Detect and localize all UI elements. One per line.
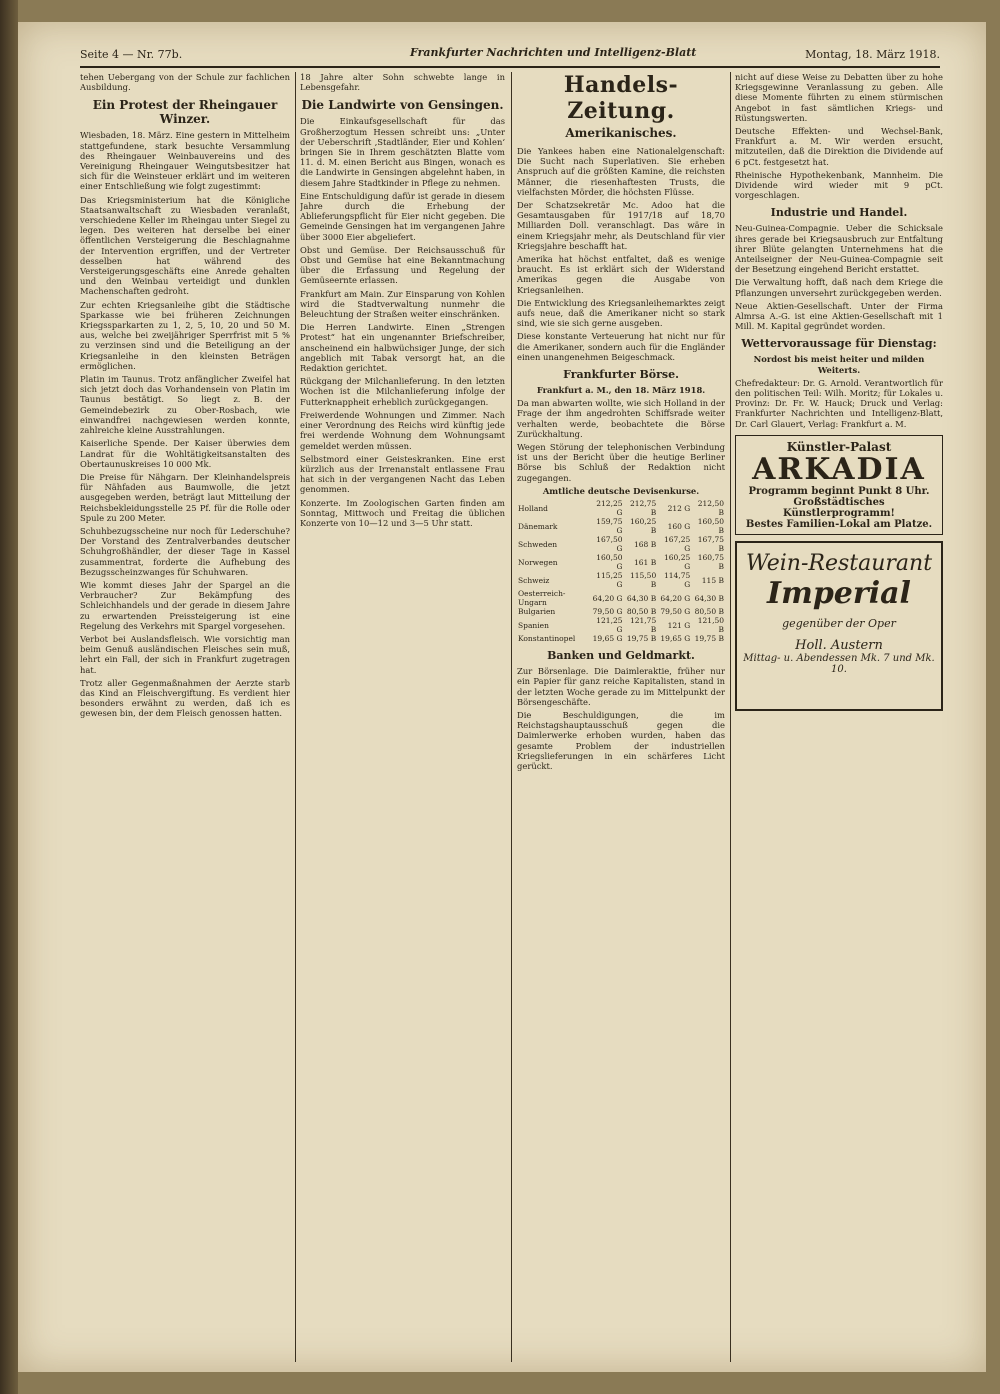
table-row: [517, 589, 725, 607]
article-text: Schuhbezugsscheine nur noch für Lederschuhe? Der Vorstand des Zentralverbandes deutscher Schuhgroßhändler, der dieser Tage in Kassel zusammentrat, forderte die Aufhebung des Bezugsscheinzwanges für Schuhwaren.: [80, 525, 290, 577]
ad-name: Imperial: [767, 575, 911, 611]
quote-value: 121,75 B: [629, 616, 657, 635]
table-row: [517, 517, 725, 535]
column-regional-news: [300, 72, 505, 1362]
article-text: Rückgang der Milchanlieferung. In den letzten Wochen ist die Milchanlieferung infolge der Futterknappheit erheblich zurückgegangen.: [300, 376, 505, 407]
quote-value: 19,65 G: [660, 634, 691, 644]
article-text: Frankfurt a. M., den 18. März 1918.: [536, 385, 706, 396]
article-heading: Amerikanisches.: [565, 126, 677, 140]
article-text: Eine Entschuldigung dafür ist gerade in diesem Jahre durch die Erhebung der Ablieferungspflicht für Eier nicht gegeben. Die Gemeinde Gensingen hat im vergangenen Jahre über 3000 Eier abgeliefert.: [300, 190, 505, 242]
quote-value: 115,50 B: [629, 571, 657, 590]
ad-line: Bestes Familien-Lokal am Platze.: [745, 518, 933, 530]
table-row: [517, 553, 725, 571]
quote-value: 80,50 B: [626, 607, 657, 617]
article-text: Die Entwicklung des Kriegsanleihemarktes zeigt aufs neue, daß die Amerikaner nicht so stark sind, wie sie sich gerne ausgeben.: [517, 297, 725, 329]
quote-value: 168 B: [634, 539, 657, 549]
quote-value: 64,30 B: [694, 593, 724, 603]
article-text: tehen Uebergang von der Schule zur fachlichen Ausbildung.: [80, 72, 290, 93]
currency-name: Holland: [518, 503, 548, 513]
weather-forecast: Nordost bis meist heiter und milden Weiterts.: [753, 354, 925, 375]
article-text: Kaiserliche Spende. Der Kaiser überwies dem Landrat für die Wohltätigkeitsanstalten des Obertaunuskreises 10 000 Mk.: [80, 438, 290, 469]
article-text: Zur echten Kriegsanleihe gibt die Städtische Sparkasse wie bei früheren Zeichnungen Kriegssparkarten zu 1, 2, 5, 10, 20 und 50 M. aus, welche bei zweijähriger Sperrfrist mit 5 % zu verzinsen sind und die Beteiligung an der Kriegsanleihe in den kleinsten Beträgen ermöglichen.: [80, 299, 290, 371]
currency-quotes-table: [517, 499, 725, 643]
page-number: Seite 4 — Nr. 77b.: [80, 48, 183, 61]
article-text: Die Yankees haben eine Nationalelgenschaft: Die Sucht nach Superlativen. Sie erheben Anspruch auf die größten Kamine, die reichsten Männer, die riesenhaftesten Trusts, die vielfachsten Mörder, die höchsten Flüsse.: [517, 146, 725, 197]
article-text: Die Preise für Nähgarn. Der Kleinhandelspreis für Nähfaden aus Baumwolle, die jetzt ausgegeben werden, beträgt laut Mitteilung der Reichsbekleidungsstelle 25 Pf. für die Rolle oder Spule zu 200 Meter.: [80, 471, 290, 523]
imperial-advertisement: [735, 541, 943, 711]
quote-value: 19,75 B: [694, 634, 724, 644]
quote-value: 79,50 G: [592, 607, 623, 617]
currency-name: Dänemark: [518, 521, 558, 531]
currency-name: Schweiz: [518, 575, 550, 585]
article-text: Neue Aktien-Gesellschaft. Unter der Firma Almrsa A.-G. ist eine Aktien-Gesellschaft mit 1 Mill. M. Kapital gegründet worden.: [735, 300, 943, 332]
article-text: Deutsche Effekten- und Wechsel-Bank, Frankfurt a. M. Wir werden ersucht, mitzuteilen, daß die Direktion die Dividende auf 6 pCt. festgesetzt hat.: [735, 126, 943, 167]
article-heading: Die Landwirte von Gensingen.: [301, 98, 504, 113]
quote-value: 160,25 G: [664, 553, 691, 572]
article-text: Wegen Störung der telephonischen Verbindung ist uns der Bericht über die heutige Berliner Börse bis Schluß der Redaktion nicht zugegangen.: [517, 442, 725, 483]
ad-line: Programm beginnt Punkt 8 Uhr.: [748, 485, 930, 497]
article-text: Konzerte. Im Zoologischen Garten finden am Sonntag, Mittwoch und Freitag die üblichen Konzerte von 10—12 und 3—5 Uhr statt.: [300, 497, 505, 528]
currency-name: Spanien: [518, 620, 549, 630]
article-text: Amerika hat höchst entfaltet, daß es wenige braucht. Es ist erklärt sich der Widerstand Amerikas gegen die Ausgabe von Kriegsanleihen.: [517, 254, 725, 295]
quote-value: 161 B: [634, 557, 657, 567]
article-text: Die Verwaltung hofft, daß nach dem Kriege die Pflanzungen unversehrt zurückgegeben werden.: [735, 277, 943, 298]
article-heading: Banken und Geldmarkt.: [547, 649, 695, 663]
currency-name: Bulgarien: [518, 607, 556, 617]
column-rule: [295, 72, 296, 1362]
quote-value: 64,20 G: [660, 593, 691, 603]
weather-heading: Wettervoraussage für Dienstag:: [741, 337, 937, 351]
currency-name: Konstantinopel: [518, 634, 576, 644]
quote-value: 64,30 B: [626, 593, 657, 603]
quote-value: 212,50 B: [697, 499, 724, 518]
table-row: [517, 535, 725, 553]
ad-title: Künstler-Palast: [786, 439, 892, 454]
article-text: Zur Börsenlage. Die Daimleraktie, früher nur ein Papier für ganz reiche Kapitalisten, stand in der letzten Woche gerade zu im Mittelpunkt der Börsengeschäfte.: [517, 666, 725, 707]
column-trade-news: [517, 72, 725, 1362]
quote-value: 212 G: [667, 503, 691, 513]
article-text: Das Kriegsministerium hat die Königliche Staatsanwaltschaft zu Wiesbaden veranlaßt, verschiedene Keller im Rheingau unter Siegel zu legen. Des weiteren hat derselbe bei einer öffentlichen Versteigerung die Beschlagnahme der Intervention ergriffen, und der Vertreter desselben hat während des Versteigerungsgeschäfts eine Anrede gehalten und den Weinbau verteidigt und dunklen Machenschaften gedroht.: [80, 194, 290, 297]
article-text: Verbot bei Auslandsfleisch. Wie vorsichtig man beim Genuß ausländischen Fleisches sein muß, lehrt ein Fall, der sich in Frankfurt zugetragen hat.: [80, 633, 290, 675]
table-row: [517, 571, 725, 589]
article-heading: Frankfurter Börse.: [563, 368, 679, 382]
section-masthead: Handels-Zeitung.: [563, 72, 679, 124]
article-text: Frankfurt am Main. Zur Einsparung von Kohlen wird die Stadtverwaltung nunmehr die Beleuchtung der Straßen weiter einschränken.: [300, 288, 505, 320]
quote-value: 80,50 B: [694, 607, 724, 617]
quote-value: 64,20 G: [592, 593, 623, 603]
column-rule: [511, 72, 512, 1362]
table-row: [517, 607, 725, 616]
ad-name: ARKADIA: [752, 451, 926, 487]
quote-value: 160,50 B: [697, 517, 724, 536]
quote-value: 121,50 B: [697, 616, 724, 635]
article-text: nicht auf diese Weise zu Debatten über zu hohe Kriegsgewinne Veranlassung zu geben. Alle diese Momente führten zu einem stürmischen Angebot in fast sämtlichen Kriegs- und Rüstungswerten.: [735, 72, 943, 123]
article-text: Die Beschuldigungen, die im Reichstagshauptausschuß gegen die Daimlerwerke erhoben wurden, haben das gesamte Problem der industriellen Kriegslieferungen in ein schärferes Licht gerückt.: [517, 709, 725, 771]
article-text: Diese konstante Verteuerung hat nicht nur für die Amerikaner, sondern auch für die Engländer einen unangenehmen Beigeschmack.: [517, 331, 725, 362]
article-text: Rheinische Hypothekenbank, Mannheim. Die Dividende wird wieder mit 9 pCt. vorgeschlagen.: [735, 169, 943, 201]
newspaper-title: Frankfurter Nachrichten und Intelligenz-Blatt: [410, 46, 697, 59]
quote-value: 212,75 B: [629, 499, 657, 518]
quote-value: 79,50 G: [660, 607, 691, 617]
ad-title: Wein-Restaurant: [745, 550, 933, 576]
ad-line: Großstädtisches Künstlerprogramm!: [783, 496, 895, 519]
editor-imprint: Chefredakteur: Dr. G. Arnold. Verantwortlich für den politischen Teil: Wilh. Moritz; für Lokales u. Provinz: Dr. Fr. W. Hauck; Druck und Verlag: Frankfurter Nachrichten und Intelligenz-Blatt, Dr. Carl Glauert, Verlag: Frankfurt a. M.: [735, 377, 943, 429]
quote-value: 114,75 G: [664, 571, 691, 590]
ad-line: gegenüber der Oper: [782, 616, 896, 630]
quote-value: 160,50 G: [596, 553, 623, 572]
table-title: Amtliche deutsche Devisenkurse.: [542, 485, 700, 496]
ad-line: Mittag- u. Abendessen Mk. 7 und Mk. 10.: [743, 652, 935, 675]
column-local-news: [80, 72, 290, 1362]
article-text: Da man abwarten wollte, wie sich Holland in der Frage der ihm angedrohten Schiffsrade weiter verhalten werde, beobachtete die Börse Zurückhaltung.: [517, 398, 725, 439]
quote-value: 159,75 G: [596, 517, 623, 536]
table-row: [517, 499, 725, 517]
currency-name: Norwegen: [518, 557, 558, 567]
article-text: Wie kommt dieses Jahr der Spargel an die Verbraucher? Zur Bekämpfung des Schleichhandels und der gerade in diesem Jahre zu erwartenden Preissteigerung ist eine Regelung des Verkehrs mit Spargel vorgesehen.: [80, 579, 290, 631]
quote-value: 212,25 G: [596, 499, 623, 518]
article-text: Neu-Guinea-Compagnie. Ueber die Schicksale ihres gerade bei Kriegsausbruch zur Entfaltung ihrer Blüte gelangten Unternehmens hat die Anteilseigner der Neu-Guinea-Compagnie seit der Besetzung eingehend Bericht erstattet.: [735, 223, 943, 275]
article-text: Freiwerdende Wohnungen und Zimmer. Nach einer Verordnung des Reichs wird künftig jede frei werdende Wohnung dem Wohnungsamt gemeldet werden müssen.: [300, 409, 505, 451]
article-heading: Industrie und Handel.: [770, 206, 908, 220]
article-text: Trotz aller Gegenmaßnahmen der Aerzte starb das Kind an Fleischvergiftung. Es verdient hier besonders erwähnt zu werden, daß ich es gewesen bin, der dem Fleisch genossen hatten.: [80, 677, 290, 719]
article-text: Wiesbaden, 18. März. Eine gestern in Mittelheim stattgefundene, stark besuchte Versammlung des Rheingauer Weinbauvereins und des Vereinigung Rheingauer Weingutsbesitzer hat sich für die Weinsteuer erklärt und im weiteren einer Entschließung wie folgt zugestimmt:: [80, 130, 290, 192]
quote-value: 19,75 B: [626, 634, 657, 644]
quote-value: 121 G: [667, 620, 691, 630]
article-text: Platin im Taunus. Trotz anfänglicher Zweifel hat sich jetzt doch das Vorhandensein von Platin im Taunus bestätigt. So liegt z. B. der Gemeindebezirk zu Ober-Rosbach, wie einwandfrei nachgewiesen werden konnte, zahlreiche kleine Ausstrahlungen.: [80, 374, 290, 436]
quote-value: 160,25 B: [629, 517, 657, 536]
article-text: Obst und Gemüse. Der Reichsausschuß für Obst und Gemüse hat eine Bekanntmachung über die Erfassung und Regelung der Gemüseernte erlassen.: [300, 244, 505, 286]
article-heading: Ein Protest der Rheingauer Winzer.: [92, 98, 278, 127]
column-rule: [730, 72, 731, 1362]
currency-name: Oesterreich-Ungarn: [518, 589, 566, 608]
currency-name: Schweden: [518, 539, 558, 549]
quote-value: 160 G: [667, 521, 691, 531]
article-text: Die Herren Landwirte. Einen „Strengen Protest“ hat ein ungenannter Briefschreiber, anscheinend ein halbwüchsiger Junge, der sich angeblich mit Tabak versorgt hat, an die Redaktion gerichtet.: [300, 322, 505, 374]
quote-value: 115 B: [701, 575, 724, 585]
quote-value: 160,75 B: [697, 553, 724, 572]
quote-value: 167,25 G: [664, 535, 691, 554]
table-row: [517, 616, 725, 634]
quote-value: 167,75 B: [697, 535, 724, 554]
quote-value: 19,65 G: [592, 634, 623, 644]
quote-value: 115,25 G: [596, 571, 623, 590]
article-text: 18 Jahre alter Sohn schwebte lange in Lebensgefahr.: [300, 72, 505, 93]
article-text: Die Einkaufsgesellschaft für das Großherzogtum Hessen schreibt uns: „Unter der Ueberschrift ‚Stadtländer, Eier und Kohlen‘ bringen Sie in Ihrem geschätzten Blatte vom 11. d. M. einen Bericht aus Bingen, wonach es die Landwirte in Gensingen abgelehnt haben, in diesem Jahre Stadtkinder in Pflege zu nehmen.: [300, 116, 505, 188]
quote-value: 167,50 G: [596, 535, 623, 554]
issue-date: Montag, 18. März 1918.: [805, 48, 940, 61]
arkadia-advertisement: [735, 435, 943, 535]
article-text: Selbstmord einer Geisteskranken. Eine erst kürzlich aus der Irrenanstalt entlassene Frau hat sich in der vergangenen Nacht das Leben genommen.: [300, 453, 505, 495]
table-row: [517, 634, 725, 643]
quote-value: 121,25 G: [596, 616, 623, 635]
article-text: Der Schatzsekretär Mc. Adoo hat die Gesamtausgaben für 1917/18 auf 18,70 Milliarden Doll. veranschlagt. Das wäre in einem Kriegsjahr mehr, als Deutschland für vier Kriegsjahre beschafft hat.: [517, 200, 725, 251]
column-industry-and-ads: [735, 72, 943, 1362]
ad-line: Holl. Austern: [795, 637, 883, 653]
book-spine: [0, 0, 18, 1394]
page-header: [80, 44, 940, 68]
